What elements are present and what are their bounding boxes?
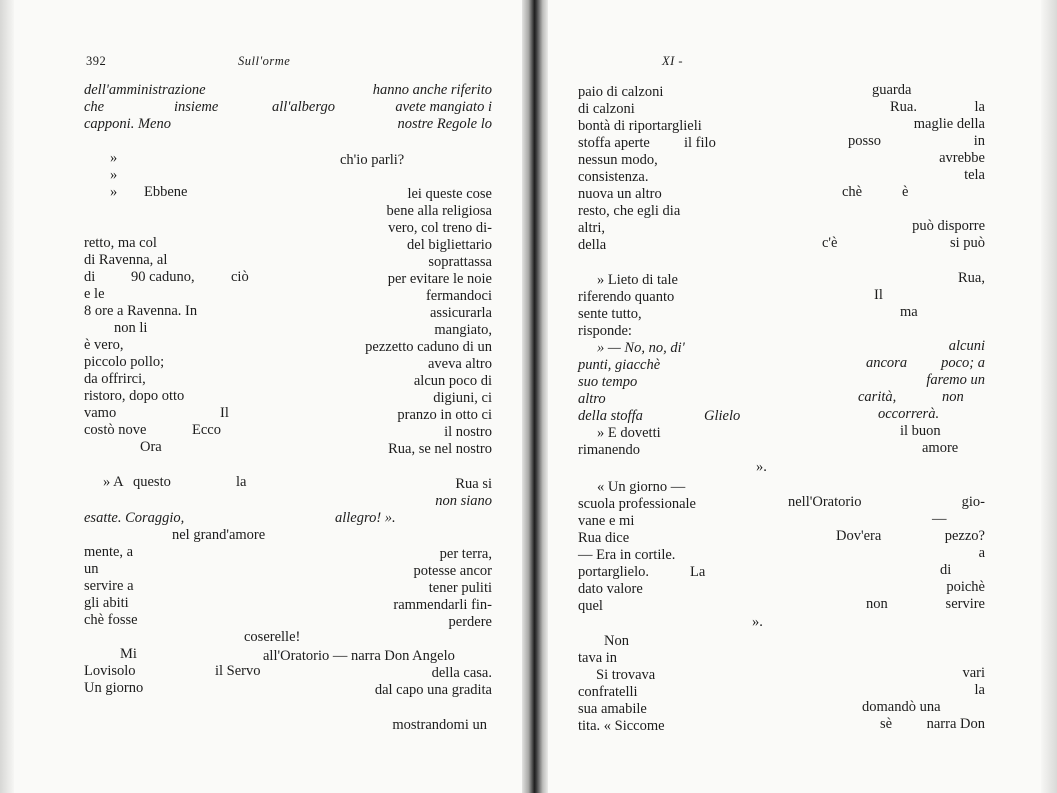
text-line: di xyxy=(84,269,96,285)
text-line: dato valore xyxy=(578,581,643,597)
text-line: da offrirci, xyxy=(84,371,146,387)
text-line: mente, a xyxy=(84,544,134,560)
text-line: domandò una xyxy=(862,699,941,715)
text-line: sente tutto, xyxy=(578,306,642,322)
text-line: potesse ancor xyxy=(413,563,492,579)
text-line: suo tempo xyxy=(578,374,638,390)
text-line: insieme xyxy=(174,99,219,115)
text-line: dell'amministrazione xyxy=(84,82,206,98)
text-line: nessun modo, xyxy=(578,152,658,168)
text-line: alcuni xyxy=(948,338,985,354)
text-line: alcun poco di xyxy=(413,373,492,389)
text-line: soprattassa xyxy=(428,254,492,270)
text-line: di xyxy=(940,562,952,578)
text-line: Glielo xyxy=(704,408,741,424)
text-line: » A xyxy=(103,474,124,490)
text-line: mangiato, xyxy=(434,322,492,338)
text-line: coserelle! xyxy=(244,629,301,645)
text-line: ancora xyxy=(866,355,908,371)
text-line: ». xyxy=(756,459,767,475)
text-line: avrebbe xyxy=(939,150,985,166)
text-line: tava in xyxy=(578,650,618,666)
text-line: punti, giacchè xyxy=(578,357,661,373)
text-line: Rua dice xyxy=(578,530,630,546)
text-line: poco; a xyxy=(941,355,985,371)
text-line: chè fosse xyxy=(84,612,138,628)
text-line: di calzoni xyxy=(578,101,635,117)
text-line: chè xyxy=(842,184,863,200)
text-line: 90 caduno, xyxy=(131,269,195,285)
text-line: bene alla religiosa xyxy=(386,203,492,219)
text-line: costò nove xyxy=(84,422,147,438)
text-line: riferendo quanto xyxy=(578,289,675,305)
text-line: fermandoci xyxy=(425,288,492,304)
text-line: il buon xyxy=(900,423,941,439)
text-line: Si trovava xyxy=(596,667,656,683)
text-line: per evitare le noie xyxy=(387,271,492,287)
text-line: » Lieto di tale xyxy=(597,272,678,288)
left-page-edge xyxy=(0,0,14,793)
text-line: si può xyxy=(949,235,985,251)
text-line: ». xyxy=(752,614,763,630)
page-number: 392 xyxy=(86,54,107,68)
text-line: vane e mi xyxy=(578,513,635,529)
text-line: non li xyxy=(114,320,148,336)
text-line: di Ravenna, al xyxy=(84,252,168,268)
text-line: della stoffa xyxy=(578,408,643,424)
text-line: pezzo? xyxy=(944,528,985,544)
text-line: paio di calzoni xyxy=(578,84,664,100)
text-line: occorrerà. xyxy=(878,406,940,422)
text-line: del bigliettario xyxy=(407,237,492,253)
text-line: sè xyxy=(880,716,893,732)
text-line: mostrandomi un xyxy=(392,717,487,733)
text-line: amore xyxy=(922,440,959,456)
text-line: questo xyxy=(133,474,171,490)
text-line: è xyxy=(902,184,909,200)
text-line: nuova un altro xyxy=(578,186,662,202)
text-line: Rua, se nel nostro xyxy=(388,441,492,457)
text-line: nell'Oratorio xyxy=(788,494,862,510)
text-line: all'Oratorio — narra Don Angelo xyxy=(263,648,455,664)
text-line: Rua. xyxy=(890,99,917,115)
text-line: tener puliti xyxy=(428,580,492,596)
text-line: gli abiti xyxy=(84,595,129,611)
text-line: Il xyxy=(220,405,229,421)
text-line: ch'io parli? xyxy=(340,152,405,168)
text-line: della xyxy=(578,237,607,253)
running-head-right: XI - xyxy=(662,54,684,68)
text-line: nostre Regole lo xyxy=(397,116,492,132)
text-line: il Servo xyxy=(215,663,261,679)
text-line: può disporre xyxy=(912,218,985,234)
text-line: altro xyxy=(578,391,606,407)
text-line: che xyxy=(84,99,105,115)
text-line: avete mangiato i xyxy=(395,99,492,115)
text-line: Il xyxy=(874,287,883,303)
text-line: lei queste cose xyxy=(407,186,492,202)
text-line: » xyxy=(110,184,118,200)
text-line: retto, ma col xyxy=(84,235,157,251)
text-line: per terra, xyxy=(439,546,492,562)
text-line: servire xyxy=(945,596,985,612)
text-line: poichè xyxy=(946,579,985,595)
text-line: altri, xyxy=(578,220,605,236)
text-line: all'albergo xyxy=(272,99,335,115)
text-line: un xyxy=(84,561,99,577)
text-line: resto, che egli dia xyxy=(578,203,681,219)
text-line: gio- xyxy=(961,494,985,510)
text-line: la xyxy=(974,99,985,115)
text-line: pezzetto caduno di un xyxy=(365,339,492,355)
text-line: aveva altro xyxy=(427,356,492,372)
text-line: servire a xyxy=(84,578,134,594)
text-line: allegro! ». xyxy=(335,510,396,526)
text-line: » — No, no, di' xyxy=(597,340,685,356)
text-line: digiuni, ci xyxy=(433,390,492,406)
text-line: maglie della xyxy=(913,116,985,132)
text-line: hanno anche riferito xyxy=(372,82,492,98)
text-line: rimanendo xyxy=(578,442,641,458)
text-line: in xyxy=(973,133,985,149)
text-line: Ecco xyxy=(192,422,221,438)
text-line: il filo xyxy=(684,135,716,151)
text-line: faremo un xyxy=(926,372,985,388)
text-line: dal capo una gradita xyxy=(374,682,492,698)
text-line: narra Don xyxy=(926,716,985,732)
text-line: la xyxy=(236,474,247,490)
text-line: carità, xyxy=(858,389,897,405)
text-line: portarglielo. xyxy=(578,564,650,580)
text-line: posso xyxy=(848,133,882,149)
text-line: quel xyxy=(578,598,603,614)
text-line: » E dovetti xyxy=(597,425,661,441)
text-line: vamo xyxy=(84,405,117,421)
text-line: tela xyxy=(964,167,985,183)
text-line: 8 ore a Ravenna. In xyxy=(84,303,198,319)
text-line: è vero, xyxy=(84,337,124,353)
book-gutter xyxy=(522,0,548,793)
text-line: — xyxy=(932,511,947,527)
text-line: assicurarla xyxy=(430,305,492,321)
text-line: nel grand'amore xyxy=(172,527,266,543)
text-line: stoffa aperte xyxy=(578,135,650,151)
text-line: esatte. Coraggio, xyxy=(84,510,185,526)
text-line: della casa. xyxy=(431,665,492,681)
text-line: Mi xyxy=(120,646,137,662)
text-line: la xyxy=(974,682,985,698)
text-line: Rua, xyxy=(958,270,985,286)
text-line: vero, col treno di- xyxy=(388,220,492,236)
text-line: non xyxy=(942,389,964,405)
text-line: » xyxy=(110,150,118,166)
right-page-edge xyxy=(1041,0,1057,793)
text-line: capponi. Meno xyxy=(84,116,171,132)
text-line: Rua si xyxy=(455,476,492,492)
text-line: tita. « Siccome xyxy=(578,718,665,734)
text-line: vari xyxy=(962,665,985,681)
text-line: Lovisolo xyxy=(84,663,136,679)
text-line: Un giorno xyxy=(84,680,144,696)
text-line: confratelli xyxy=(578,684,638,700)
text-line: pranzo in otto ci xyxy=(397,407,492,423)
text-line: ristoro, dopo otto xyxy=(84,388,185,404)
text-line: La xyxy=(690,564,706,580)
text-line: Dov'era xyxy=(836,528,882,544)
text-line: rammendarli fin- xyxy=(393,597,492,613)
text-line: scuola professionale xyxy=(578,496,696,512)
text-line: c'è xyxy=(822,235,838,251)
text-line: e le xyxy=(84,286,105,302)
running-head-left: Sull'orme xyxy=(238,54,291,68)
text-line: guarda xyxy=(872,82,912,98)
text-line: non xyxy=(866,596,888,612)
text-line: « Un giorno — xyxy=(597,479,686,495)
text-line: Non xyxy=(604,633,629,649)
text-line: — Era in cortile. xyxy=(578,547,676,563)
text-line: ciò xyxy=(231,269,249,285)
text-line: » xyxy=(110,167,118,183)
text-line: risponde: xyxy=(578,323,632,339)
text-line: sua amabile xyxy=(578,701,647,717)
text-line: consistenza. xyxy=(578,169,649,185)
text-line: bontà di riportarglieli xyxy=(578,118,702,134)
text-line: ma xyxy=(900,304,918,320)
text-line: il nostro xyxy=(444,424,492,440)
text-line: non siano xyxy=(435,493,492,509)
text-line: perdere xyxy=(448,614,492,630)
text-line: piccolo pollo; xyxy=(84,354,165,370)
text-line: Ebbene xyxy=(144,184,188,200)
text-line: a xyxy=(978,545,985,561)
text-line: Ora xyxy=(140,439,162,455)
